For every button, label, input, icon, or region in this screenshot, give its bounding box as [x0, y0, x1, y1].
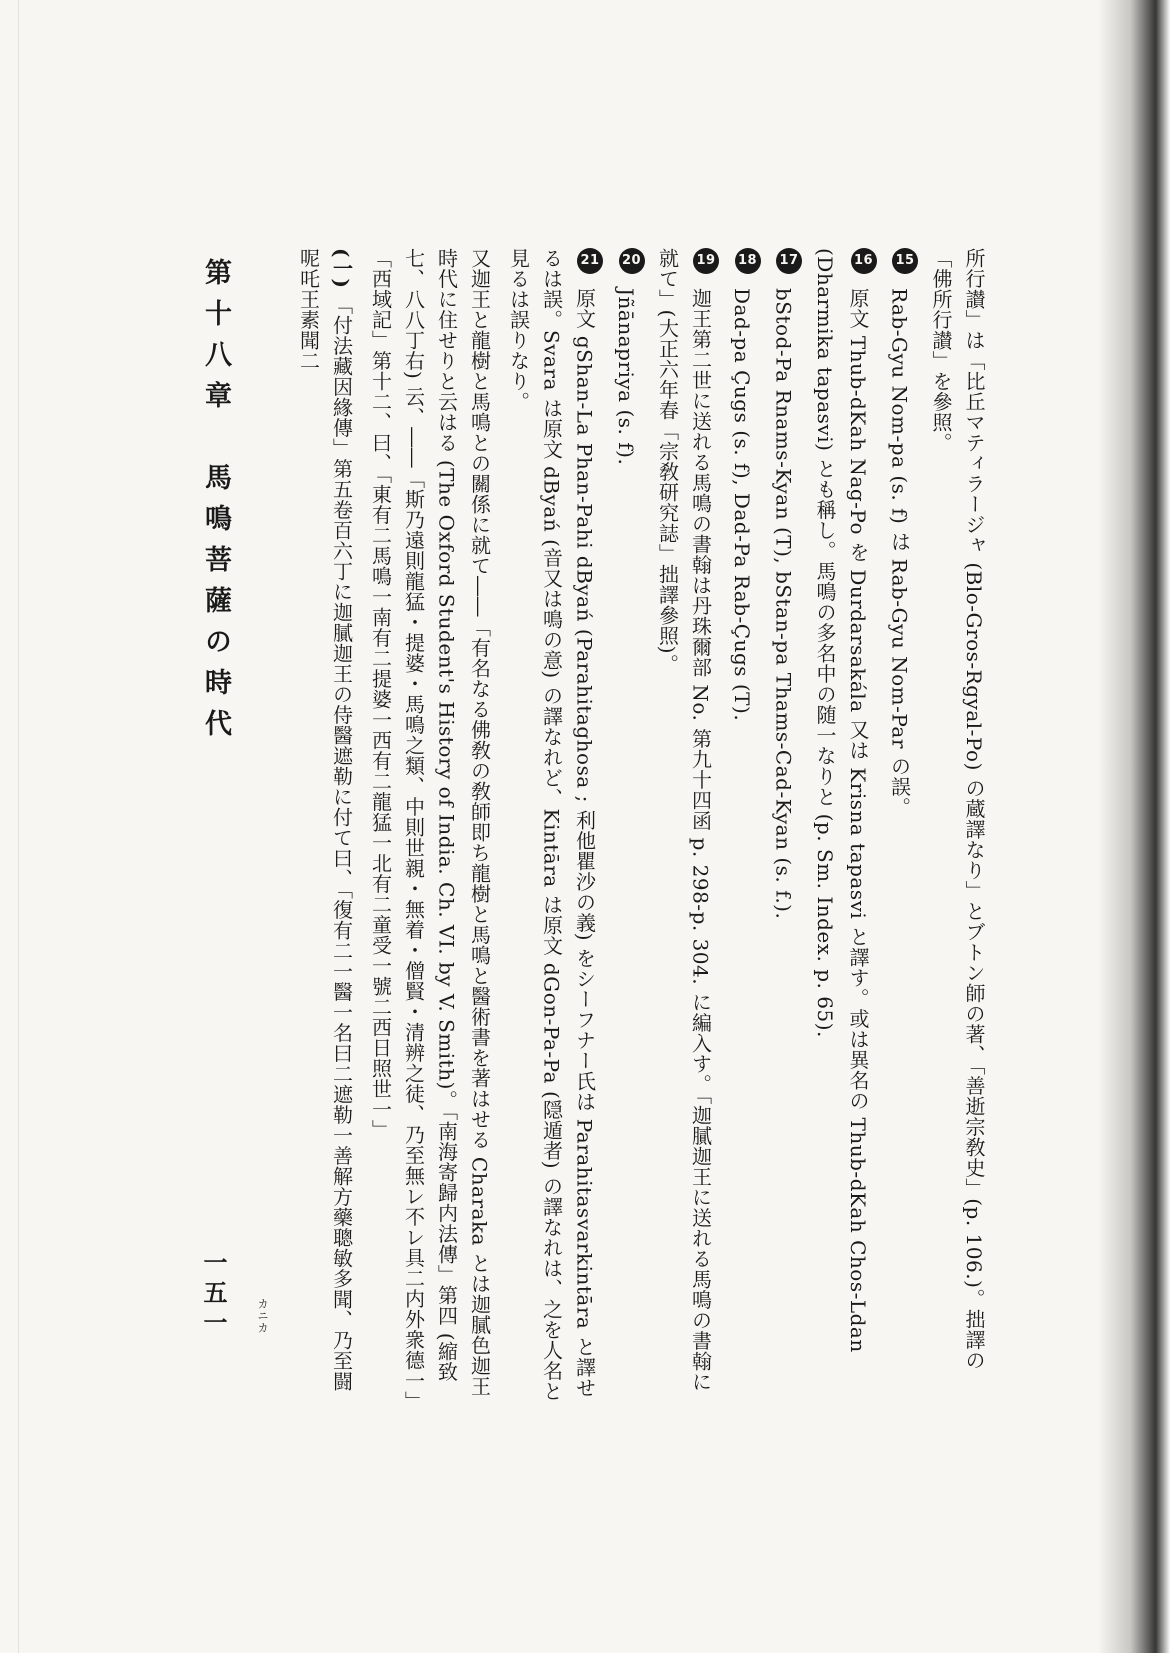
note-text: Dad-pa Çugs (s. f), Dad-Pa Rab-Çugs (T). — [730, 288, 754, 722]
note-21-continued — [364, 248, 496, 1408]
ruby-annotation: カニカ — [256, 1298, 269, 1334]
note-text: 「付法藏因緣傳」第五卷百六丁に迦膩迦王の侍醫遮勒に付て曰、「復有二一醫一名曰二遮勒一善解方藥聰敏多聞、乃至闘呢吒王素聞二 — [296, 248, 354, 1392]
note-marker-circle: 21 — [577, 248, 603, 274]
note-text: Jñānapriya (s. f). — [614, 288, 638, 466]
note-text: 又迦王と龍樹と馬鳴との關係に就て――「有名なる佛敎の敎師即ち龍樹と馬鳴と醫術書を著はせる Charaka とは迦膩色迦王時代に住せりと云はる (The Oxford Student's History of India. Ch. VI. by V. Smith)。「南海寄歸内法傳」第四 (縮致七、八八丁右) 云、――「斯乃遠則龍猛・提婆・馬鳴之類、中則世親・無着・僧賢・清辨之徒、乃至無レ不レ具二内外衆德一」「西域記」第十二、曰、「東有二馬鳴一南有二提婆一西有二龍猛一北有二童受一號二西日照世一」 — [368, 248, 492, 1402]
note-19 — [651, 248, 720, 1408]
note-marker-circle: 19 — [693, 248, 719, 274]
footnotes-body — [250, 248, 990, 1408]
note-21 — [502, 248, 604, 1408]
note-marker-circle: 16 — [851, 248, 877, 274]
note-text: Rab-Gyu Nom-pa (s. f) は Rab-Gyu Nom-Par の誤。 — [887, 288, 912, 818]
note-16 — [808, 248, 877, 1408]
note-text: 原文 Thub-dKah Nag-Po を Durdarsakála 又は Krisna tapasvi と譯す。或は異名の Thub-dKah Chos-Ldan (Dharmika tapasvi) とも稱し。馬鳴の多名中の随一なりと (p. Sm. Index. p. 65). — [813, 248, 870, 1353]
chapter-title: 第十八章 馬鳴菩薩の時代 — [200, 258, 231, 750]
note-marker-circle: 20 — [619, 248, 645, 274]
note-continuation — [924, 248, 990, 1408]
note-15 — [883, 248, 919, 1408]
note-text: bStod-Pa Rnams-Kyan (T), bStan-pa Thams-Cad-Kyan (s. f.). — [771, 288, 796, 920]
note-marker-circle: 18 — [735, 248, 761, 274]
note-paren-1 — [292, 248, 358, 1408]
note-marker-circle: 17 — [776, 248, 802, 274]
book-spine-shadow — [1098, 0, 1170, 1653]
note-text: 原文 gShan-La Phan-Pahi dByań (Parahitaghosa ; 利他瞿沙の義) をシーフナー氏は Parahitasvarkintāra と譯せるは誤。Svara は原文 dByań (音又は鳴の意) の譯なれど、Kintāra は原文 dGon-Pa-Pa (隠遁者) の譯なれは、之を人名と見るは誤りなり。 — [506, 248, 597, 1402]
note-marker-paren: (一) — [329, 248, 354, 289]
page-number: 一五一 — [199, 1250, 228, 1340]
note-18 — [725, 248, 761, 1408]
note-17 — [767, 248, 803, 1408]
note-text: 迦王第二世に送れる馬鳴の書翰は丹珠爾部 No. 第九十四函 p. 298-p. 304. に編入す。「迦膩迦王に送れる馬鳴の書翰に就て」(大正六年春「宗敎研究誌」拙譯參照)。 — [655, 248, 713, 1392]
note-marker-circle: 15 — [892, 248, 918, 274]
note-20 — [609, 248, 645, 1408]
page-edge-line — [18, 0, 19, 1653]
note-text: 所行讃」は「比丘マティラージャ (Blo-Gros-Rgyal-Po) の蔵譯なり」とブトン師の著、「善逝宗敎史」(p. 106.)。拙譯の「佛所行讃」を參照。 — [929, 248, 986, 1371]
